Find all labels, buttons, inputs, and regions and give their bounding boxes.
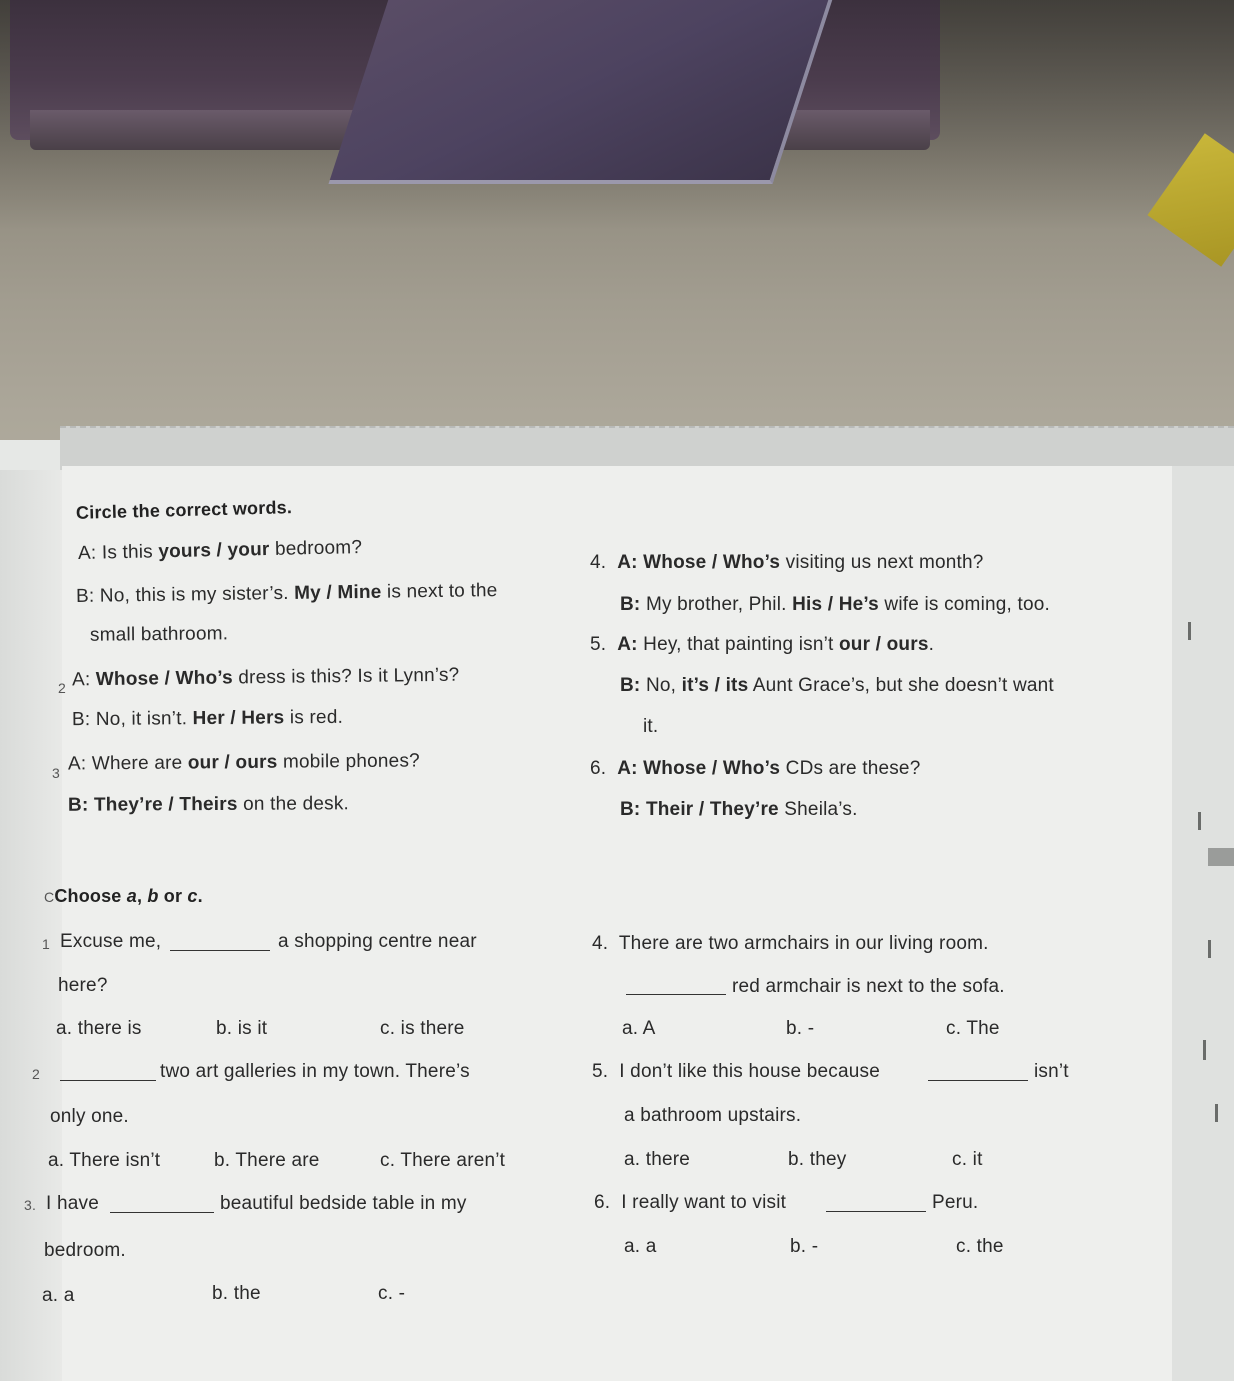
exercise-c1-line2: here? bbox=[58, 975, 108, 996]
sentence-text: is next to the bbox=[381, 580, 498, 603]
option-a[interactable]: a. A bbox=[622, 1018, 656, 1039]
sentence-text: CDs are these? bbox=[780, 758, 921, 779]
speaker-b-label: B: bbox=[620, 675, 641, 696]
exercise-b6-line2 bbox=[620, 799, 858, 821]
plastic-cover bbox=[328, 0, 835, 184]
speaker-b-label: B: bbox=[620, 594, 641, 615]
option-b[interactable]: b. - bbox=[790, 1236, 819, 1257]
sentence-text: is red. bbox=[284, 706, 344, 729]
option-a[interactable]: a. a bbox=[42, 1285, 75, 1306]
answer-blank[interactable] bbox=[110, 1212, 214, 1213]
sentence-text: on the desk. bbox=[237, 793, 350, 815]
option-a[interactable]: a. a bbox=[624, 1236, 657, 1257]
exercise-b2-line2 bbox=[72, 707, 343, 731]
section-b-title: Circle the correct words. bbox=[75, 497, 293, 523]
exercise-c2-number: 2 bbox=[32, 1066, 40, 1082]
choice-option[interactable]: Whose / Who’s bbox=[643, 552, 781, 573]
sentence-text: Aunt Grace’s, but she doesn’t want bbox=[748, 675, 1054, 696]
sentence-text: I don’t like this house because bbox=[619, 1061, 880, 1082]
sentence-text: My brother, Phil. bbox=[645, 594, 793, 615]
option-c[interactable]: c. the bbox=[956, 1236, 1004, 1257]
exercise-c5-post: isn’t bbox=[1034, 1061, 1069, 1082]
option-c[interactable]: c. - bbox=[378, 1283, 406, 1304]
exercise-c6-post: Peru. bbox=[932, 1192, 979, 1213]
choice-option[interactable]: His / He’s bbox=[792, 594, 879, 615]
sentence-text: mobile phones? bbox=[277, 750, 420, 773]
section-letter: C bbox=[44, 889, 55, 905]
exercise-b4-line1 bbox=[590, 552, 984, 574]
title-text: or bbox=[158, 886, 188, 906]
exercise-c1-number: 1 bbox=[42, 936, 50, 952]
speaker-b-label: B: bbox=[75, 585, 95, 607]
sentence-text: I really want to visit bbox=[621, 1192, 787, 1213]
choice-option[interactable]: Her / Hers bbox=[192, 707, 285, 730]
title-text: a bbox=[126, 886, 137, 906]
title-text: c bbox=[187, 886, 198, 906]
choice-option[interactable]: Whose / Who’s bbox=[643, 758, 781, 779]
item-number: 4. bbox=[592, 933, 609, 954]
option-c[interactable]: c. it bbox=[952, 1149, 983, 1170]
choice-option[interactable]: My / Mine bbox=[294, 581, 382, 604]
option-a[interactable]: a. there bbox=[624, 1149, 691, 1170]
exercise-b5-line1 bbox=[590, 634, 934, 656]
exercise-c4-line2: red armchair is next to the sofa. bbox=[732, 976, 1005, 997]
sentence-text: Where are bbox=[91, 752, 188, 775]
sentence-text: dress is this? Is it Lynn’s? bbox=[232, 664, 460, 689]
edge-mark bbox=[1208, 940, 1211, 958]
sentence-text: wife is coming, too. bbox=[878, 594, 1050, 615]
exercise-c1-post: a shopping centre near bbox=[278, 931, 477, 952]
edge-mark bbox=[1198, 812, 1201, 830]
exercise-b5-line3: it. bbox=[643, 716, 659, 737]
sentence-text: Is this bbox=[101, 541, 159, 564]
choice-option[interactable]: Whose / Who’s bbox=[95, 667, 233, 691]
exercise-b2-number: 2 bbox=[58, 680, 66, 696]
speaker-a-label: A: bbox=[617, 634, 638, 655]
exercise-b3-number: 3 bbox=[52, 765, 60, 781]
speaker-a-label: A: bbox=[67, 753, 87, 775]
choice-option[interactable]: yours / your bbox=[158, 538, 270, 563]
item-number: 5. bbox=[590, 634, 607, 655]
speaker-b-label: B: bbox=[620, 799, 641, 820]
item-number: 5. bbox=[592, 1061, 609, 1082]
sentence-text: Sheila’s. bbox=[778, 799, 858, 820]
page-tab bbox=[1208, 848, 1234, 866]
exercise-c3-post: beautiful bedside table in my bbox=[220, 1193, 467, 1214]
speaker-a-label: A: bbox=[77, 542, 97, 564]
option-c[interactable]: c. There aren’t bbox=[380, 1150, 506, 1171]
title-text: . bbox=[197, 886, 203, 906]
answer-blank[interactable] bbox=[928, 1080, 1028, 1081]
exercise-c2-post: two art galleries in my town. There’s bbox=[160, 1061, 470, 1082]
option-a[interactable]: a. There isn’t bbox=[48, 1150, 161, 1171]
exercise-c3-number: 3. bbox=[24, 1197, 37, 1213]
exercise-c1-pre: Excuse me, bbox=[60, 931, 162, 952]
title-text: , bbox=[136, 886, 148, 906]
exercise-c3-line2: bedroom. bbox=[44, 1240, 126, 1261]
exercise-b5-line2 bbox=[620, 675, 1054, 697]
choice-option[interactable]: They’re / Theirs bbox=[93, 793, 238, 816]
exercise-c5-line2: a bathroom upstairs. bbox=[624, 1105, 802, 1126]
exercise-c3-pre: I have bbox=[46, 1193, 99, 1214]
speaker-b-label: B: bbox=[67, 794, 89, 816]
exercise-b4-line2 bbox=[620, 594, 1050, 616]
item-number: 6. bbox=[590, 758, 607, 779]
answer-blank[interactable] bbox=[826, 1211, 926, 1212]
choice-option[interactable]: our / ours bbox=[187, 751, 278, 774]
sentence-text: bedroom? bbox=[269, 537, 363, 560]
sentence-text: No, bbox=[645, 675, 682, 696]
exercise-c6-line1 bbox=[594, 1192, 786, 1214]
exercise-c5-line1 bbox=[592, 1061, 880, 1083]
page-right-edge bbox=[1172, 466, 1234, 1381]
sentence-text: visiting us next month? bbox=[780, 552, 984, 573]
speaker-b-label: B: bbox=[71, 709, 91, 731]
exercise-b3-line2 bbox=[68, 793, 349, 816]
choice-option[interactable]: our / ours bbox=[838, 634, 929, 655]
section-c-title bbox=[44, 886, 203, 907]
answer-blank[interactable] bbox=[626, 994, 726, 995]
option-b[interactable]: b. is it bbox=[216, 1018, 268, 1039]
exercise-c4-line1 bbox=[592, 933, 989, 955]
answer-blank[interactable] bbox=[170, 950, 270, 951]
item-number: 4. bbox=[590, 552, 607, 573]
exercise-b1-line3: small bathroom. bbox=[89, 623, 229, 646]
sentence-text: No, it isn’t. bbox=[95, 708, 193, 730]
exercise-c2-line2: only one. bbox=[50, 1106, 129, 1127]
option-c[interactable]: c. is there bbox=[380, 1018, 465, 1039]
exercise-b6-line1 bbox=[590, 758, 920, 780]
exercise-b3-line1 bbox=[68, 750, 420, 775]
title-text: Choose bbox=[54, 886, 127, 906]
option-b[interactable]: b. the bbox=[212, 1283, 261, 1304]
speaker-a-label: A: bbox=[71, 669, 91, 691]
sentence-text: Hey, that painting isn’t bbox=[643, 634, 839, 655]
choice-option[interactable]: Their / They’re bbox=[645, 799, 779, 820]
sentence-text: . bbox=[928, 634, 935, 655]
title-text: b bbox=[147, 886, 159, 906]
speaker-a-label: A: bbox=[617, 552, 638, 573]
speaker-a-label: A: bbox=[617, 758, 638, 779]
choice-option[interactable]: it’s / its bbox=[681, 675, 749, 696]
option-a[interactable]: a. there is bbox=[56, 1018, 142, 1039]
sentence-text: No, this is my sister’s. bbox=[99, 582, 295, 607]
edge-mark bbox=[1203, 1040, 1206, 1060]
option-b[interactable]: b. - bbox=[786, 1018, 815, 1039]
edge-mark bbox=[1215, 1104, 1218, 1122]
edge-mark bbox=[1188, 622, 1191, 640]
option-b[interactable]: b. they bbox=[788, 1149, 847, 1170]
option-c[interactable]: c. The bbox=[946, 1018, 1000, 1039]
sentence-text: There are two armchairs in our living room. bbox=[618, 933, 989, 954]
option-b[interactable]: b. There are bbox=[214, 1150, 320, 1171]
answer-blank[interactable] bbox=[60, 1080, 156, 1081]
item-number: 6. bbox=[594, 1192, 611, 1213]
